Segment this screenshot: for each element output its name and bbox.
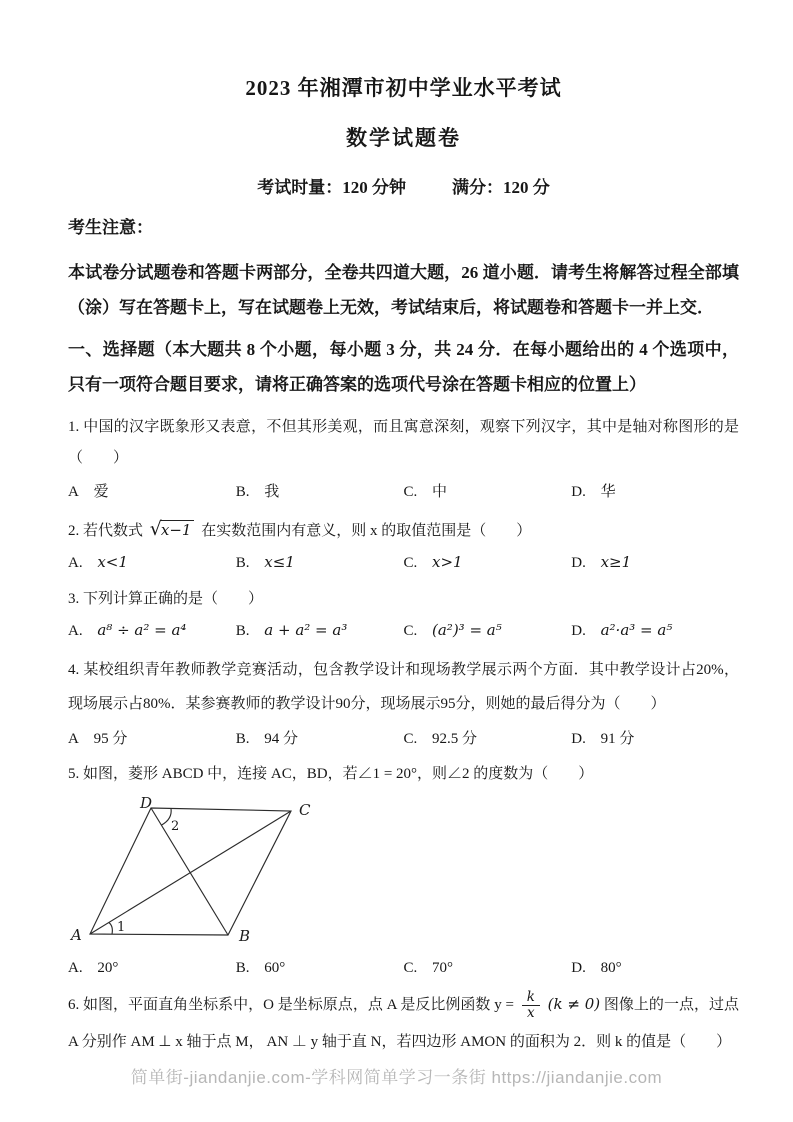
radical-sign: √ [149, 518, 162, 540]
q3-option-b [236, 621, 404, 640]
question-4 [68, 653, 739, 748]
option-label: A. [68, 623, 83, 639]
option-text: 92.5 分 [432, 731, 478, 747]
q1-option-a [68, 480, 236, 501]
fraction-k-over-x [522, 990, 540, 1022]
option-label: C. [403, 623, 418, 639]
option-text: 华 [600, 484, 616, 500]
exam-duration: 考试时量：120 分钟 [257, 178, 406, 197]
question-3-options [68, 621, 739, 640]
q1-option-b [236, 480, 404, 501]
question-5-stem: 5. 如图，菱形 ABCD 中，连接 AC，BD，若∠1 = 20°，则∠2 的度数为（ ） [68, 766, 594, 782]
option-text: 91 分 [600, 731, 635, 747]
q3-option-d [571, 621, 739, 640]
angle-1-arc [109, 923, 113, 935]
option-text: 94 分 [264, 731, 299, 747]
q2-stem-prefix: 2. 若代数式 [68, 523, 144, 539]
option-label: C. [403, 731, 418, 747]
option-label: A [68, 484, 79, 500]
question-4-options [68, 727, 739, 748]
option-label: D. [571, 731, 586, 747]
q1-option-c [404, 480, 572, 501]
notice-body: 本试卷分试题卷和答题卡两部分，全卷共四道大题，26 道小题．请考生将解答过程全部填（涂）写在答题卡上，写在试题卷上无效，考试结束后，将试题卷和答题卡一并上交． [68, 263, 739, 317]
exam-info-line [68, 173, 739, 198]
q5-option-c [404, 960, 572, 977]
section-1-heading: 一、选择题（本大题共 8 个小题，每小题 3 分，共 24 分．在每小题给出的 4 个选项中，只有一项符合题目要求，请将正确答案的选项代号涂在答题卡相应的位置上） [68, 340, 739, 394]
option-text: a²·a³ = a⁵ [600, 621, 673, 639]
option-label: B. [235, 731, 250, 747]
question-3 [68, 584, 739, 640]
option-label: C. [403, 555, 418, 571]
q2-option-d [571, 553, 739, 572]
question-4-stem: 4. 某校组织青年教师教学竞赛活动，包含教学设计和现场教学展示两个方面．其中教学设计占20%，现场展示占80%．某参赛教师的教学设计90分，现场展示95分，则她的最后得分为（ ） [68, 662, 739, 712]
option-label: C. [403, 960, 418, 976]
option-text: (a²)³ = a⁵ [432, 621, 502, 639]
question-6 [68, 986, 739, 1061]
question-1 [68, 412, 739, 501]
option-label: C. [403, 484, 418, 500]
diagonal-db [151, 808, 228, 935]
question-6-stem [68, 986, 739, 1061]
angle-1-label: 1 [117, 920, 126, 935]
q2-option-a [68, 553, 236, 572]
vertex-label-c: C [299, 801, 311, 819]
question-1-options [68, 480, 739, 501]
q6-constraint: (k ≠ 0) [547, 995, 601, 1013]
page-title: 2023 年湘潭市初中学业水平考试 [245, 76, 562, 100]
q6-stem-prefix: 6. 如图，平面直角坐标系中，O 是坐标原点，点 A 是反比例函数 y = [68, 997, 514, 1013]
option-label: B. [235, 555, 250, 571]
notice-heading: 考生注意： [68, 218, 153, 237]
rhombus-figure [68, 796, 739, 954]
option-text: a⁸ ÷ a² = a⁴ [97, 621, 187, 639]
radicand: x−1 [160, 520, 195, 539]
option-text: x≥1 [600, 553, 632, 571]
q3-option-c [404, 621, 572, 640]
question-2 [68, 514, 739, 572]
question-1-stem: 1. 中国的汉字既象形又表意，不但其形美观，而且寓意深刻，观察下列汉字，其中是轴对称图形的是（ ） [68, 419, 739, 466]
q4-option-b [236, 727, 404, 748]
question-2-stem [68, 514, 739, 547]
q2-stem-suffix: 在实数范围内有意义，则 x 的取值范围是（ ） [201, 523, 532, 539]
option-label: D. [571, 623, 586, 639]
q4-option-c [404, 727, 572, 748]
option-text: 80° [600, 960, 622, 976]
option-text: x>1 [432, 553, 463, 571]
option-label: A. [68, 960, 83, 976]
vertex-label-d: D [140, 796, 153, 812]
rhombus-diagram [68, 796, 320, 954]
q1-option-d [571, 480, 739, 501]
option-text: 我 [264, 484, 280, 500]
exam-full-score: 满分：120 分 [452, 178, 550, 197]
fraction-numerator: k [526, 988, 535, 1005]
q4-option-d [571, 727, 739, 748]
option-text: 95 分 [93, 731, 128, 747]
option-label: A. [68, 555, 83, 571]
q3-option-a [68, 621, 236, 640]
option-text: 爱 [93, 484, 109, 500]
option-text: 70° [432, 960, 454, 976]
q5-option-b [236, 960, 404, 977]
question-5 [68, 759, 739, 977]
option-label: B. [235, 623, 250, 639]
q5-option-d [571, 960, 739, 977]
q2-option-b [236, 553, 404, 572]
vertex-label-b: B [239, 927, 251, 945]
angle-2-label: 2 [171, 819, 180, 834]
option-label: D. [571, 484, 586, 500]
fraction-denominator: x [522, 1005, 540, 1022]
option-label: A [68, 731, 79, 747]
sqrt-expression [149, 518, 195, 540]
option-text: x<1 [97, 553, 128, 571]
option-text: 中 [432, 484, 448, 500]
option-text: 20° [97, 960, 119, 976]
option-text: x≤1 [264, 553, 295, 571]
option-label: B. [235, 960, 250, 976]
q4-option-a [68, 727, 236, 748]
option-text: a + a² = a³ [264, 621, 348, 639]
q6-stem-suffix: 图像上的一点，过点 A 分别作 AM ⊥ x 轴于点 M， AN ⊥ y 轴于直 N，若四边形 AMON 的面积为 2．则 k 的值是（ ） [68, 997, 739, 1050]
question-2-options [68, 553, 739, 572]
question-3-stem: 3. 下列计算正确的是（ ） [68, 591, 264, 607]
watermark-footer: 简单街-jiandanjie.com-学科网简单学习一条街 https://jiandanjie.com [130, 1068, 663, 1087]
option-label: B. [235, 484, 250, 500]
option-label: D. [571, 555, 586, 571]
question-5-options [68, 960, 739, 977]
option-text: 60° [264, 960, 286, 976]
angle-2-arc [161, 808, 171, 825]
option-label: D. [571, 960, 586, 976]
paper-subtitle: 数学试题卷 [346, 126, 461, 150]
q2-option-c [404, 553, 572, 572]
q5-option-a [68, 960, 236, 977]
vertex-label-a: A [71, 926, 82, 944]
